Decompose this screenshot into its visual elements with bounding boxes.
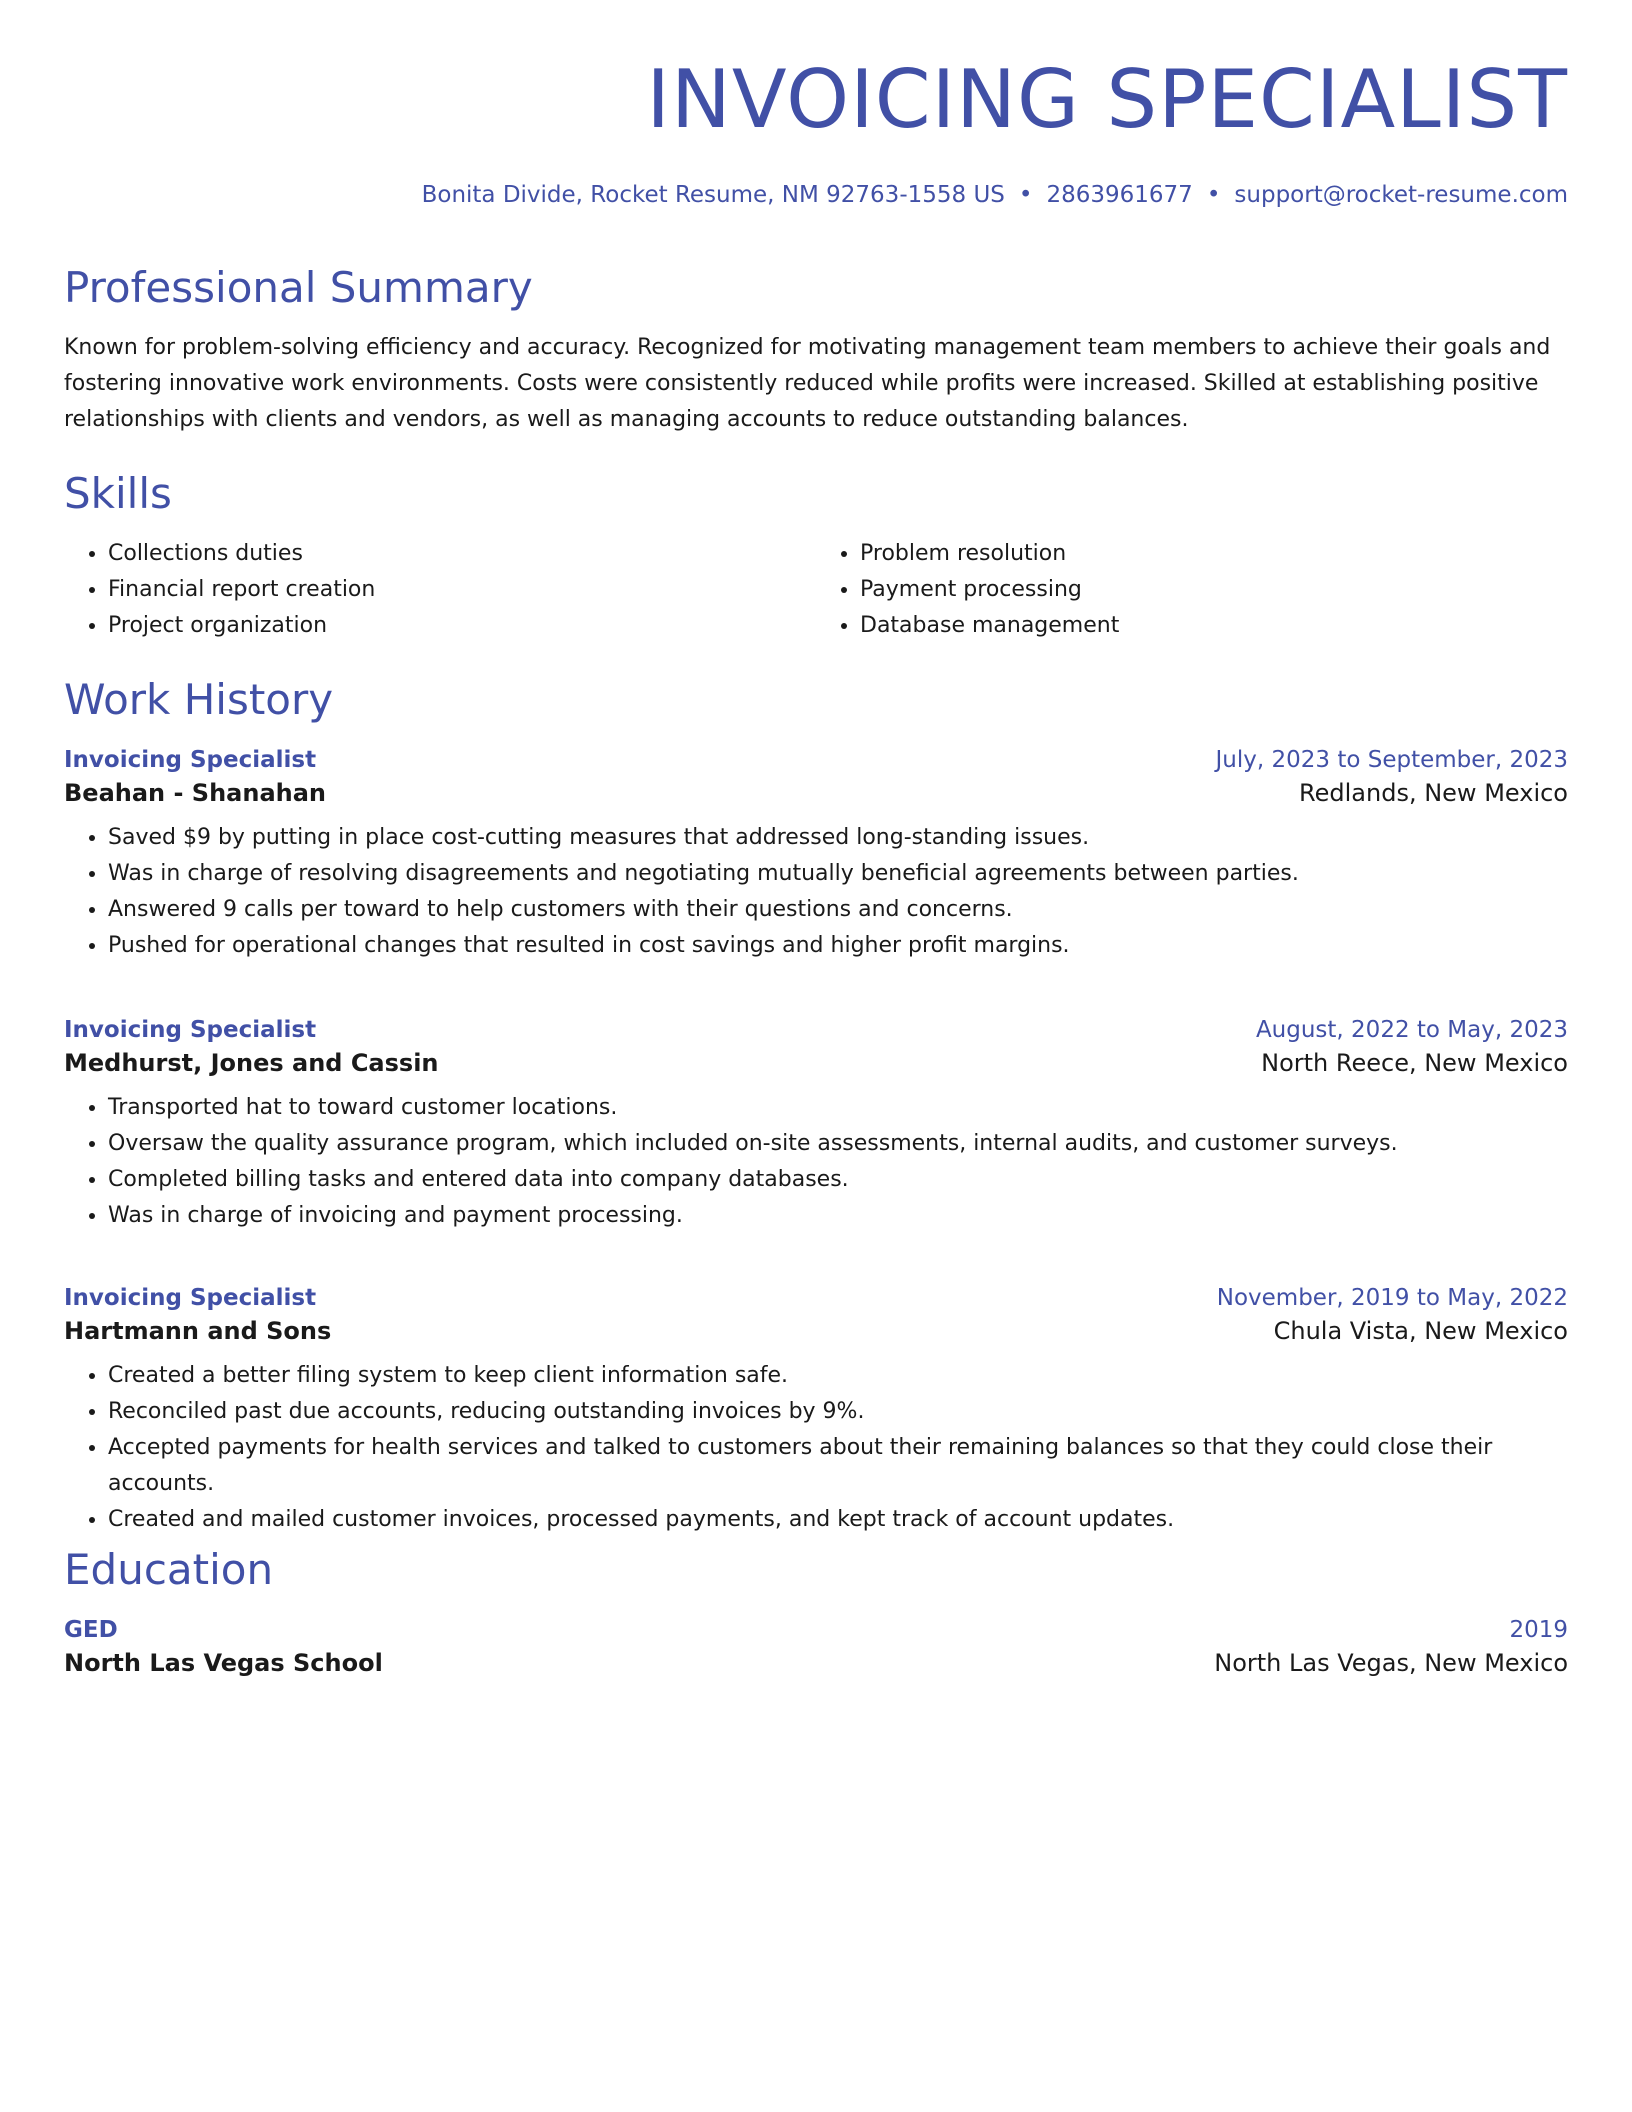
job-header (64, 744, 1568, 776)
skill-item: • Collections duties (108, 536, 816, 572)
job-bullet: • Transported hat to toward customer locations. (108, 1090, 1568, 1126)
skills-grid (64, 536, 1568, 644)
job-employer: Medhurst, Jones and Cassin (64, 1049, 439, 1077)
job-bullets (64, 1358, 1568, 1538)
skills-heading: Skills (64, 469, 172, 518)
contact-separator: • (1206, 182, 1221, 208)
job-bullet: • Was in charge of resolving disagreements and negotiating mutually beneficial agreements between parties. (108, 856, 1568, 892)
job-employer: Hartmann and Sons (64, 1317, 332, 1345)
job-employer-row (64, 776, 1568, 810)
skill-item: • Payment processing (860, 572, 1568, 608)
job-bullet: • Saved $9 by putting in place cost-cutting measures that addressed long-standing issues. (108, 820, 1568, 856)
education-degree: GED (64, 1617, 118, 1643)
job-bullet: • Accepted payments for health services and talked to customers about their remaining balances so that they could close their accounts. (108, 1430, 1568, 1502)
education-school-row (64, 1646, 1568, 1680)
job-bullet: • Completed billing tasks and entered data into company databases. (108, 1162, 1568, 1198)
job-employer: Beahan - Shanahan (64, 779, 327, 807)
job-location: Redlands, New Mexico (1299, 779, 1568, 807)
job-title: Invoicing Specialist (64, 747, 317, 773)
job-bullet: • Created a better filing system to keep client information safe. (108, 1358, 1568, 1394)
summary-heading: Professional Summary (64, 263, 533, 312)
job-bullet: • Answered 9 calls per toward to help customers with their questions and concerns. (108, 892, 1568, 928)
education-heading: Education (64, 1545, 274, 1594)
job-entry (64, 1282, 1568, 1538)
job-dates: August, 2022 to May, 2023 (1255, 1017, 1568, 1043)
contact-phone[interactable]: 2863961677 (1046, 182, 1193, 208)
contact-address: Bonita Divide, Rocket Resume, NM 92763-1558 US (421, 182, 1005, 208)
contact-line (64, 180, 1568, 210)
job-bullet: • Created and mailed customer invoices, processed payments, and kept track of account updates. (108, 1502, 1568, 1538)
education-entry (64, 1614, 1568, 1680)
job-employer-row (64, 1314, 1568, 1348)
job-dates: July, 2023 to September, 2023 (1215, 747, 1568, 773)
education-year: 2019 (1509, 1617, 1568, 1643)
skills-column-left (64, 536, 816, 644)
job-bullet: • Reconciled past due accounts, reducing outstanding invoices by 9%. (108, 1394, 1568, 1430)
job-employer-row (64, 1046, 1568, 1080)
skill-item: • Problem resolution (860, 536, 1568, 572)
job-title: Invoicing Specialist (64, 1285, 317, 1311)
job-entry (64, 744, 1568, 964)
job-entry (64, 1014, 1568, 1234)
job-bullets (64, 820, 1568, 964)
job-bullets (64, 1090, 1568, 1234)
skills-column-right (816, 536, 1568, 644)
contact-separator: • (1018, 182, 1033, 208)
skill-item: • Financial report creation (108, 572, 816, 608)
work-history-heading: Work History (64, 675, 334, 724)
skill-item: • Project organization (108, 608, 816, 644)
job-dates: November, 2019 to May, 2022 (1216, 1285, 1568, 1311)
education-location: North Las Vegas, New Mexico (1214, 1649, 1568, 1677)
education-school: North Las Vegas School (64, 1649, 383, 1677)
page-title: INVOICING SPECIALIST (646, 53, 1568, 146)
summary-text: Known for problem-solving efficiency and accuracy. Recognized for motivating management team members to achieve their goals and fostering innovative work environments. Costs were consistently reduced while profits were increased. Skilled at establishing positive relationships with clients and vendors, as well as managing accounts to reduce outstanding balances. (64, 335, 1551, 432)
education-header (64, 1614, 1568, 1646)
job-bullet: • Oversaw the quality assurance program, which included on-site assessments, internal audits, and customer surveys. (108, 1126, 1568, 1162)
job-location: Chula Vista, New Mexico (1273, 1317, 1568, 1345)
job-header (64, 1282, 1568, 1314)
job-location: North Reece, New Mexico (1261, 1049, 1568, 1077)
job-bullet: • Was in charge of invoicing and payment processing. (108, 1198, 1568, 1234)
skill-item: • Database management (860, 608, 1568, 644)
job-bullet: • Pushed for operational changes that resulted in cost savings and higher profit margins. (108, 928, 1568, 964)
contact-email[interactable]: support@rocket-resume.com (1234, 182, 1568, 208)
job-header (64, 1014, 1568, 1046)
job-title: Invoicing Specialist (64, 1017, 317, 1043)
